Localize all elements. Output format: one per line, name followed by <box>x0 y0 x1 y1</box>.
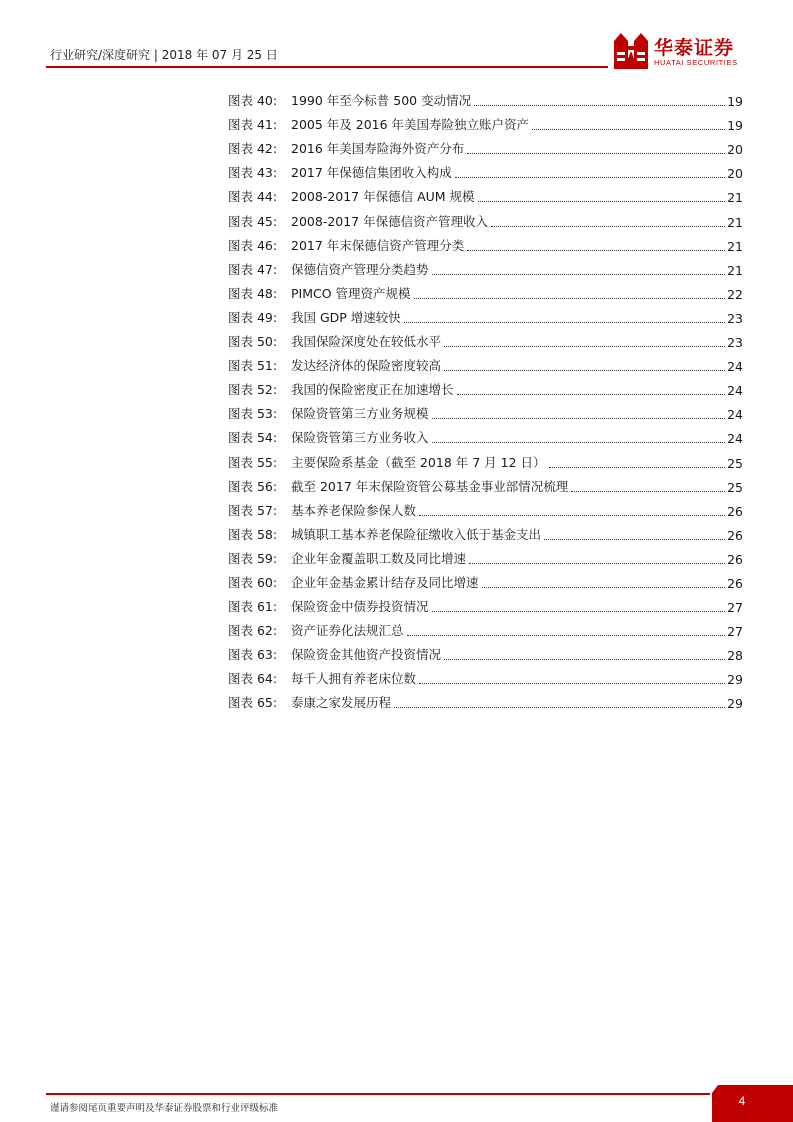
toc-dot-leader <box>549 467 726 468</box>
toc-entry-label: 图表 40: <box>228 93 278 109</box>
toc-entry[interactable] <box>228 618 743 642</box>
toc-entry-label: 图表 64: <box>228 671 278 687</box>
toc-entry-label: 图表 62: <box>228 623 278 639</box>
toc-dot-leader <box>419 515 725 516</box>
toc-entry-page: 26 <box>727 503 743 519</box>
toc-entry-title: 2005 年及 2016 年美国寿险独立账户资产 <box>291 117 530 133</box>
toc-entry[interactable] <box>228 690 743 714</box>
toc-entry[interactable] <box>228 546 743 570</box>
toc-entry-label: 图表 57: <box>228 502 278 518</box>
toc-entry-label: 图表 49: <box>228 309 278 325</box>
figure-list <box>228 88 743 714</box>
toc-entry-page: 20 <box>727 166 743 182</box>
toc-entry[interactable] <box>228 257 743 281</box>
toc-entry-title: 1990 年至今标普 500 变动情况 <box>291 93 472 109</box>
toc-dot-leader <box>571 491 725 492</box>
footer-disclaimer: 谨请参阅尾页重要声明及华泰证券股票和行业评级标准 <box>50 1103 279 1114</box>
toc-entry[interactable] <box>228 401 743 425</box>
toc-entry-label: 图表 65: <box>228 695 278 711</box>
toc-entry-page: 26 <box>727 551 743 567</box>
toc-entry-page: 23 <box>727 310 743 326</box>
toc-entry-label: 图表 41: <box>228 117 278 133</box>
toc-entry-label: 图表 60: <box>228 574 278 590</box>
toc-entry[interactable] <box>228 474 743 498</box>
toc-entry[interactable] <box>228 449 743 473</box>
page-number: 4 <box>738 1094 746 1108</box>
toc-entry-title: 2017 年末保德信资产管理分类 <box>291 237 465 253</box>
toc-dot-leader <box>444 659 725 660</box>
toc-entry-page: 21 <box>727 262 743 278</box>
toc-entry-title: 保险资金其他资产投资情况 <box>291 647 442 663</box>
toc-entry[interactable] <box>228 353 743 377</box>
toc-dot-leader <box>394 707 725 708</box>
huatai-logo <box>614 33 754 69</box>
toc-entry-page: 29 <box>727 696 743 712</box>
toc-entry-label: 图表 58: <box>228 526 278 542</box>
toc-dot-leader <box>414 298 726 299</box>
toc-entry-label: 图表 42: <box>228 141 278 157</box>
toc-dot-leader <box>404 322 725 323</box>
header-text: 行业研究/深度研究 | 2018 年 07 月 25 日 <box>50 48 278 62</box>
toc-entry[interactable] <box>228 305 743 329</box>
toc-entry-title: 资产证券化法规汇总 <box>291 623 404 639</box>
toc-entry-label: 图表 51: <box>228 358 278 374</box>
footer-divider <box>46 1093 710 1095</box>
toc-entry-title: 保德信资产管理分类趋势 <box>291 261 429 277</box>
toc-entry-page: 27 <box>727 624 743 640</box>
toc-entry-label: 图表 45: <box>228 213 278 229</box>
toc-entry-page: 24 <box>727 359 743 375</box>
huatai-logo-icon <box>614 33 648 69</box>
toc-entry-page: 24 <box>727 431 743 447</box>
toc-entry-title: 我国保险深度处在较低水平 <box>291 334 442 350</box>
toc-entry-page: 24 <box>727 383 743 399</box>
toc-entry-title: 泰康之家发展历程 <box>291 695 392 711</box>
toc-entry-label: 图表 59: <box>228 550 278 566</box>
toc-entry-page: 28 <box>727 648 743 664</box>
toc-entry[interactable] <box>228 112 743 136</box>
toc-entry-page: 21 <box>727 214 743 230</box>
toc-entry-label: 图表 50: <box>228 334 278 350</box>
toc-dot-leader <box>444 346 725 347</box>
toc-entry[interactable] <box>228 208 743 232</box>
header-divider <box>46 66 608 68</box>
toc-dot-leader <box>432 418 726 419</box>
toc-entry-label: 图表 61: <box>228 599 278 615</box>
toc-entry-page: 19 <box>727 118 743 134</box>
toc-entry-page: 20 <box>727 142 743 158</box>
toc-entry-title: 2016 年美国寿险海外资产分布 <box>291 141 465 157</box>
logo-english-name: HUATAI SECURITIES <box>654 58 738 67</box>
toc-entry-page: 26 <box>727 575 743 591</box>
toc-dot-leader <box>544 539 725 540</box>
toc-entry-label: 图表 56: <box>228 478 278 494</box>
toc-entry[interactable] <box>228 425 743 449</box>
toc-entry-title: 企业年金覆盖职工数及同比增速 <box>291 550 467 566</box>
toc-entry-title: 企业年金基金累计结存及同比增速 <box>291 574 479 590</box>
page-number-tab <box>712 1085 793 1122</box>
toc-entry-label: 图表 44: <box>228 189 278 205</box>
toc-entry[interactable] <box>228 594 743 618</box>
toc-dot-leader <box>469 563 725 564</box>
toc-dot-leader <box>467 250 725 251</box>
toc-dot-leader <box>474 105 725 106</box>
toc-entry-page: 27 <box>727 600 743 616</box>
toc-entry[interactable] <box>228 88 743 112</box>
toc-entry[interactable] <box>228 377 743 401</box>
toc-entry-page: 21 <box>727 238 743 254</box>
toc-dot-leader <box>432 274 726 275</box>
toc-entry-title: 保险资管第三方业务规模 <box>291 406 429 422</box>
toc-entry-title: 基本养老保险参保人数 <box>291 502 417 518</box>
logo-chinese-name: 华泰证券 <box>654 37 735 59</box>
toc-entry-title: 每千人拥有养老床位数 <box>291 671 417 687</box>
toc-entry-page: 25 <box>727 455 743 471</box>
toc-entry-label: 图表 43: <box>228 165 278 181</box>
toc-entry-title: 2008-2017 年保德信资产管理收入 <box>291 213 489 229</box>
toc-entry-title: 发达经济体的保险密度较高 <box>291 358 442 374</box>
toc-entry-page: 29 <box>727 672 743 688</box>
toc-dot-leader <box>444 370 725 371</box>
toc-entry[interactable] <box>228 184 743 208</box>
toc-entry-title: 保险资金中债券投资情况 <box>291 599 429 615</box>
toc-entry-page: 19 <box>727 94 743 110</box>
toc-entry-page: 21 <box>727 190 743 206</box>
toc-entry-title: 保险资管第三方业务收入 <box>291 430 429 446</box>
toc-dot-leader <box>457 394 726 395</box>
toc-entry[interactable] <box>228 666 743 690</box>
toc-entry-label: 图表 48: <box>228 285 278 301</box>
toc-entry-page: 24 <box>727 407 743 423</box>
toc-entry-title: 2008-2017 年保德信 AUM 规模 <box>291 189 475 205</box>
toc-dot-leader <box>478 201 726 202</box>
toc-entry-title: 主要保险系基金（截至 2018 年 7 月 12 日） <box>291 454 546 470</box>
toc-entry-label: 图表 52: <box>228 382 278 398</box>
toc-dot-leader <box>407 635 726 636</box>
toc-entry-title: 2017 年保德信集团收入构成 <box>291 165 452 181</box>
toc-entry-title: 我国的保险密度正在加速增长 <box>291 382 454 398</box>
toc-entry-label: 图表 54: <box>228 430 278 446</box>
toc-entry-title: PIMCO 管理资产规模 <box>291 285 411 301</box>
toc-entry-label: 图表 63: <box>228 647 278 663</box>
toc-entry[interactable] <box>228 642 743 666</box>
toc-entry[interactable] <box>228 329 743 353</box>
toc-entry[interactable] <box>228 233 743 257</box>
toc-entry[interactable] <box>228 160 743 184</box>
toc-entry-label: 图表 53: <box>228 406 278 422</box>
toc-dot-leader <box>432 442 726 443</box>
toc-entry-title: 城镇职工基本养老保险征缴收入低于基金支出 <box>291 526 542 542</box>
toc-dot-leader <box>455 177 725 178</box>
toc-dot-leader <box>419 683 725 684</box>
toc-dot-leader <box>532 129 725 130</box>
toc-entry-page: 25 <box>727 479 743 495</box>
toc-dot-leader <box>491 226 725 227</box>
toc-entry-label: 图表 55: <box>228 454 278 470</box>
toc-entry[interactable] <box>228 522 743 546</box>
toc-entry-page: 23 <box>727 335 743 351</box>
toc-entry-page: 22 <box>727 286 743 302</box>
toc-dot-leader <box>482 587 726 588</box>
toc-entry[interactable] <box>228 281 743 305</box>
toc-entry[interactable] <box>228 136 743 160</box>
toc-entry-title: 我国 GDP 增速较快 <box>291 309 401 325</box>
toc-entry-label: 图表 47: <box>228 261 278 277</box>
toc-entry-title: 截至 2017 年末保险资管公募基金事业部情况梳理 <box>291 478 569 494</box>
toc-entry-label: 图表 46: <box>228 237 278 253</box>
toc-entry[interactable] <box>228 498 743 522</box>
toc-dot-leader <box>467 153 725 154</box>
toc-dot-leader <box>432 611 726 612</box>
toc-entry-page: 26 <box>727 527 743 543</box>
toc-entry[interactable] <box>228 570 743 594</box>
